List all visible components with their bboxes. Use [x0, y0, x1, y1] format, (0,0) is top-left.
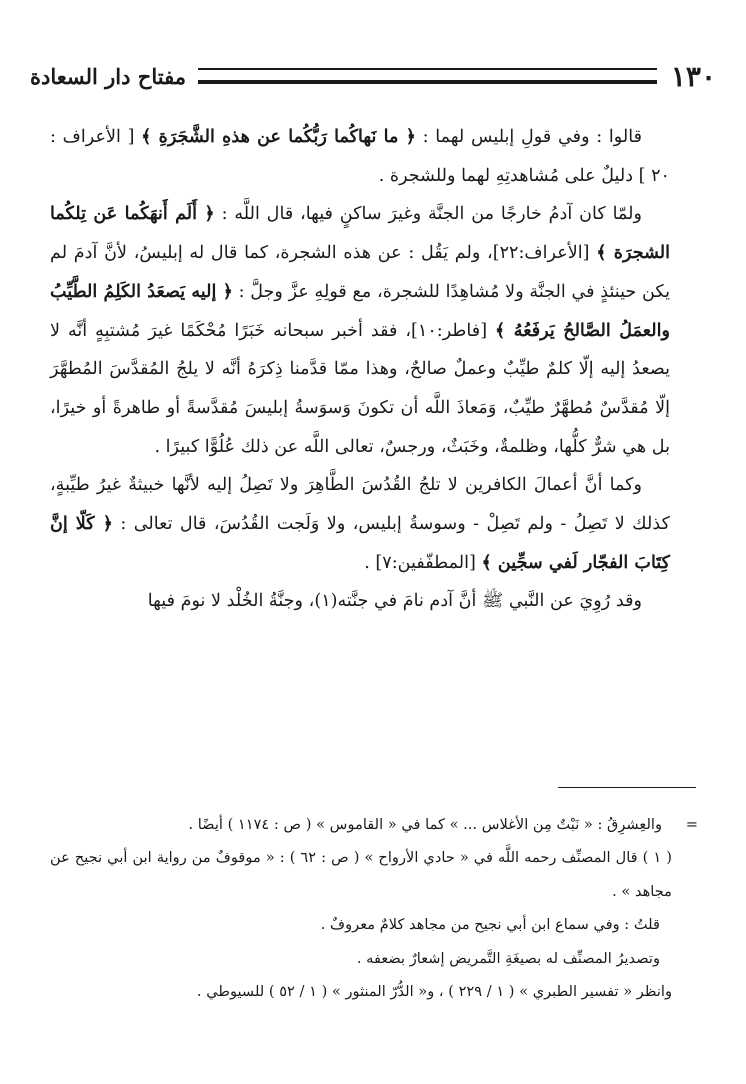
paragraph-2 — [50, 195, 670, 466]
paragraph-4: وقد رُوِيَ عن النَّبي ﷺ أنَّ آدم نامَ في جنَّته(١)، وجنَّةُ الخُلْد لا نومَ فيها — [147, 591, 642, 612]
paragraph-1-text-2: [ الأعراف : ٢٠ ] دليلٌ على مُشاهدتِهِ لهما وللشجرة . — [50, 127, 670, 186]
footnote-1-line-1: ( ١ ) قال المصنِّف رحمه اللَّه في « حادي الأرواح » ( ص : ٦٢ ) : « موقوفٌ من رواية ابن أبي نجيح عن مجاهد » . — [50, 849, 672, 900]
footnote-1-line-2: قلتُ : وفي سماع ابن أبي نجيح من مجاهد كلامٌ معروفٌ . — [320, 916, 660, 934]
continuation-mark: = — [685, 816, 698, 833]
paragraph-2-text-3: [فاطر:١٠]، فقد أخبر سبحانه خَبَرًا مُحْكَمًا غيرَ مُشتبِهٍ أنَّه لا يصعدُ إليه إلّا كلمٌ طيِّبٌ وعملٌ صالحٌ، وهذا ممّا قدَّمنا ذِكرَهُ أنَّه لا يلجُ المُقدَّسَ المُطهَّرَ إلّا مُقدَّسٌ مُطهَّرٌ طيِّبٌ، وَمَعاذَ اللَّه أن تكونَ وَسوَسةُ إبليسَ مُقدَّسةً أو طاهرةً أو خيرًا، بل هي شرٌّ كلُّها، وظلمةٌ، وخَبَثٌ، ورجسٌ، تعالى اللَّه عن ذلك عُلُوًّا كبيرًا . — [50, 320, 670, 457]
paragraph-2-text-1: ولمّا كان آدمُ خارجًا من الجنَّة وغيرَ ساكنٍ فيها، قال اللَّه : — [214, 204, 642, 225]
quran-quote-1: ﴿ ما نَهاكُما رَبُّكُما عن هذهِ الشَّجَرَةِ ﴾ — [141, 126, 416, 147]
footnote-1-line-4: وانظر « تفسير الطبري » ( ١ / ٢٢٩ ) ، و« الدُّرّ المنثور » ( ١ / ٥٢ ) للسيوطي . — [196, 983, 672, 1001]
page-number: ١٣٠ — [670, 59, 716, 93]
footnote-1-line-3: وتصديرُ المصنِّف له بصيغَةِ التَّمريض إشعارٌ بضعفه . — [356, 949, 660, 967]
paragraph-3-text-1: وكما أنَّ أعمالَ الكافرين لا تلجُ القُدُسَ الطَّاهِرَ ولا تَصِلُ إليه لأنَّها خبيثةٌ غيرُ طيِّبةٍ، كذلك لا تَصِلُ - ولم تَصِلْ - وسوسةُ إبليس، ولا وَلَجت القُدُسَ، قال تعالى : — [50, 475, 670, 535]
main-text — [50, 118, 670, 621]
page-header — [30, 56, 716, 96]
footnote-separator — [558, 787, 696, 788]
footnotes — [50, 808, 698, 1008]
footnote-continuation-text: والعِشرِقُ : « نَبْتٌ مِن الأغلاس ... » كما في « القاموس » ( ص : ١١٧٤ ) أيضًا . — [188, 816, 662, 833]
header-rule — [198, 68, 657, 84]
quran-quote-3: ﴿ إليه يَصعَدُ الكَلِمُ الطَّيِّبُ والعمَلُ الصَّالحُ يَرفَعُهُ ﴾ — [50, 280, 670, 341]
paragraph-1 — [50, 118, 670, 195]
footnote-continuation — [50, 808, 698, 841]
quran-quote-2: ﴿ أَلَم أَنهَكُما عَن تِلكُما الشجرَة ﴾ — [50, 203, 671, 264]
paragraph-2-text-2: [الأعراف:٢٢]، ولم يَقُل : عن هذه الشجرة، كما قال له إبليسُ، لأنَّ آدمَ لم يكن حينئذٍ في الجنَّة ولا مُشاهِدًا للشجرة، مع قولِهِ عزَّ وجلَّ : — [50, 243, 670, 302]
running-title: مفتاح دار السعادة — [30, 63, 186, 89]
paragraph-3 — [50, 466, 670, 582]
paragraph-3-text-2: [المطفّفين:٧] . — [364, 552, 482, 573]
quran-quote-4: ﴿ كَلّا إنَّ كِتَابَ الفجّار لَفي سجِّين ﴾ — [50, 513, 670, 573]
paragraph-1-text-1: قالوا : وفي قولِ إبليس لهما : — [415, 127, 642, 147]
